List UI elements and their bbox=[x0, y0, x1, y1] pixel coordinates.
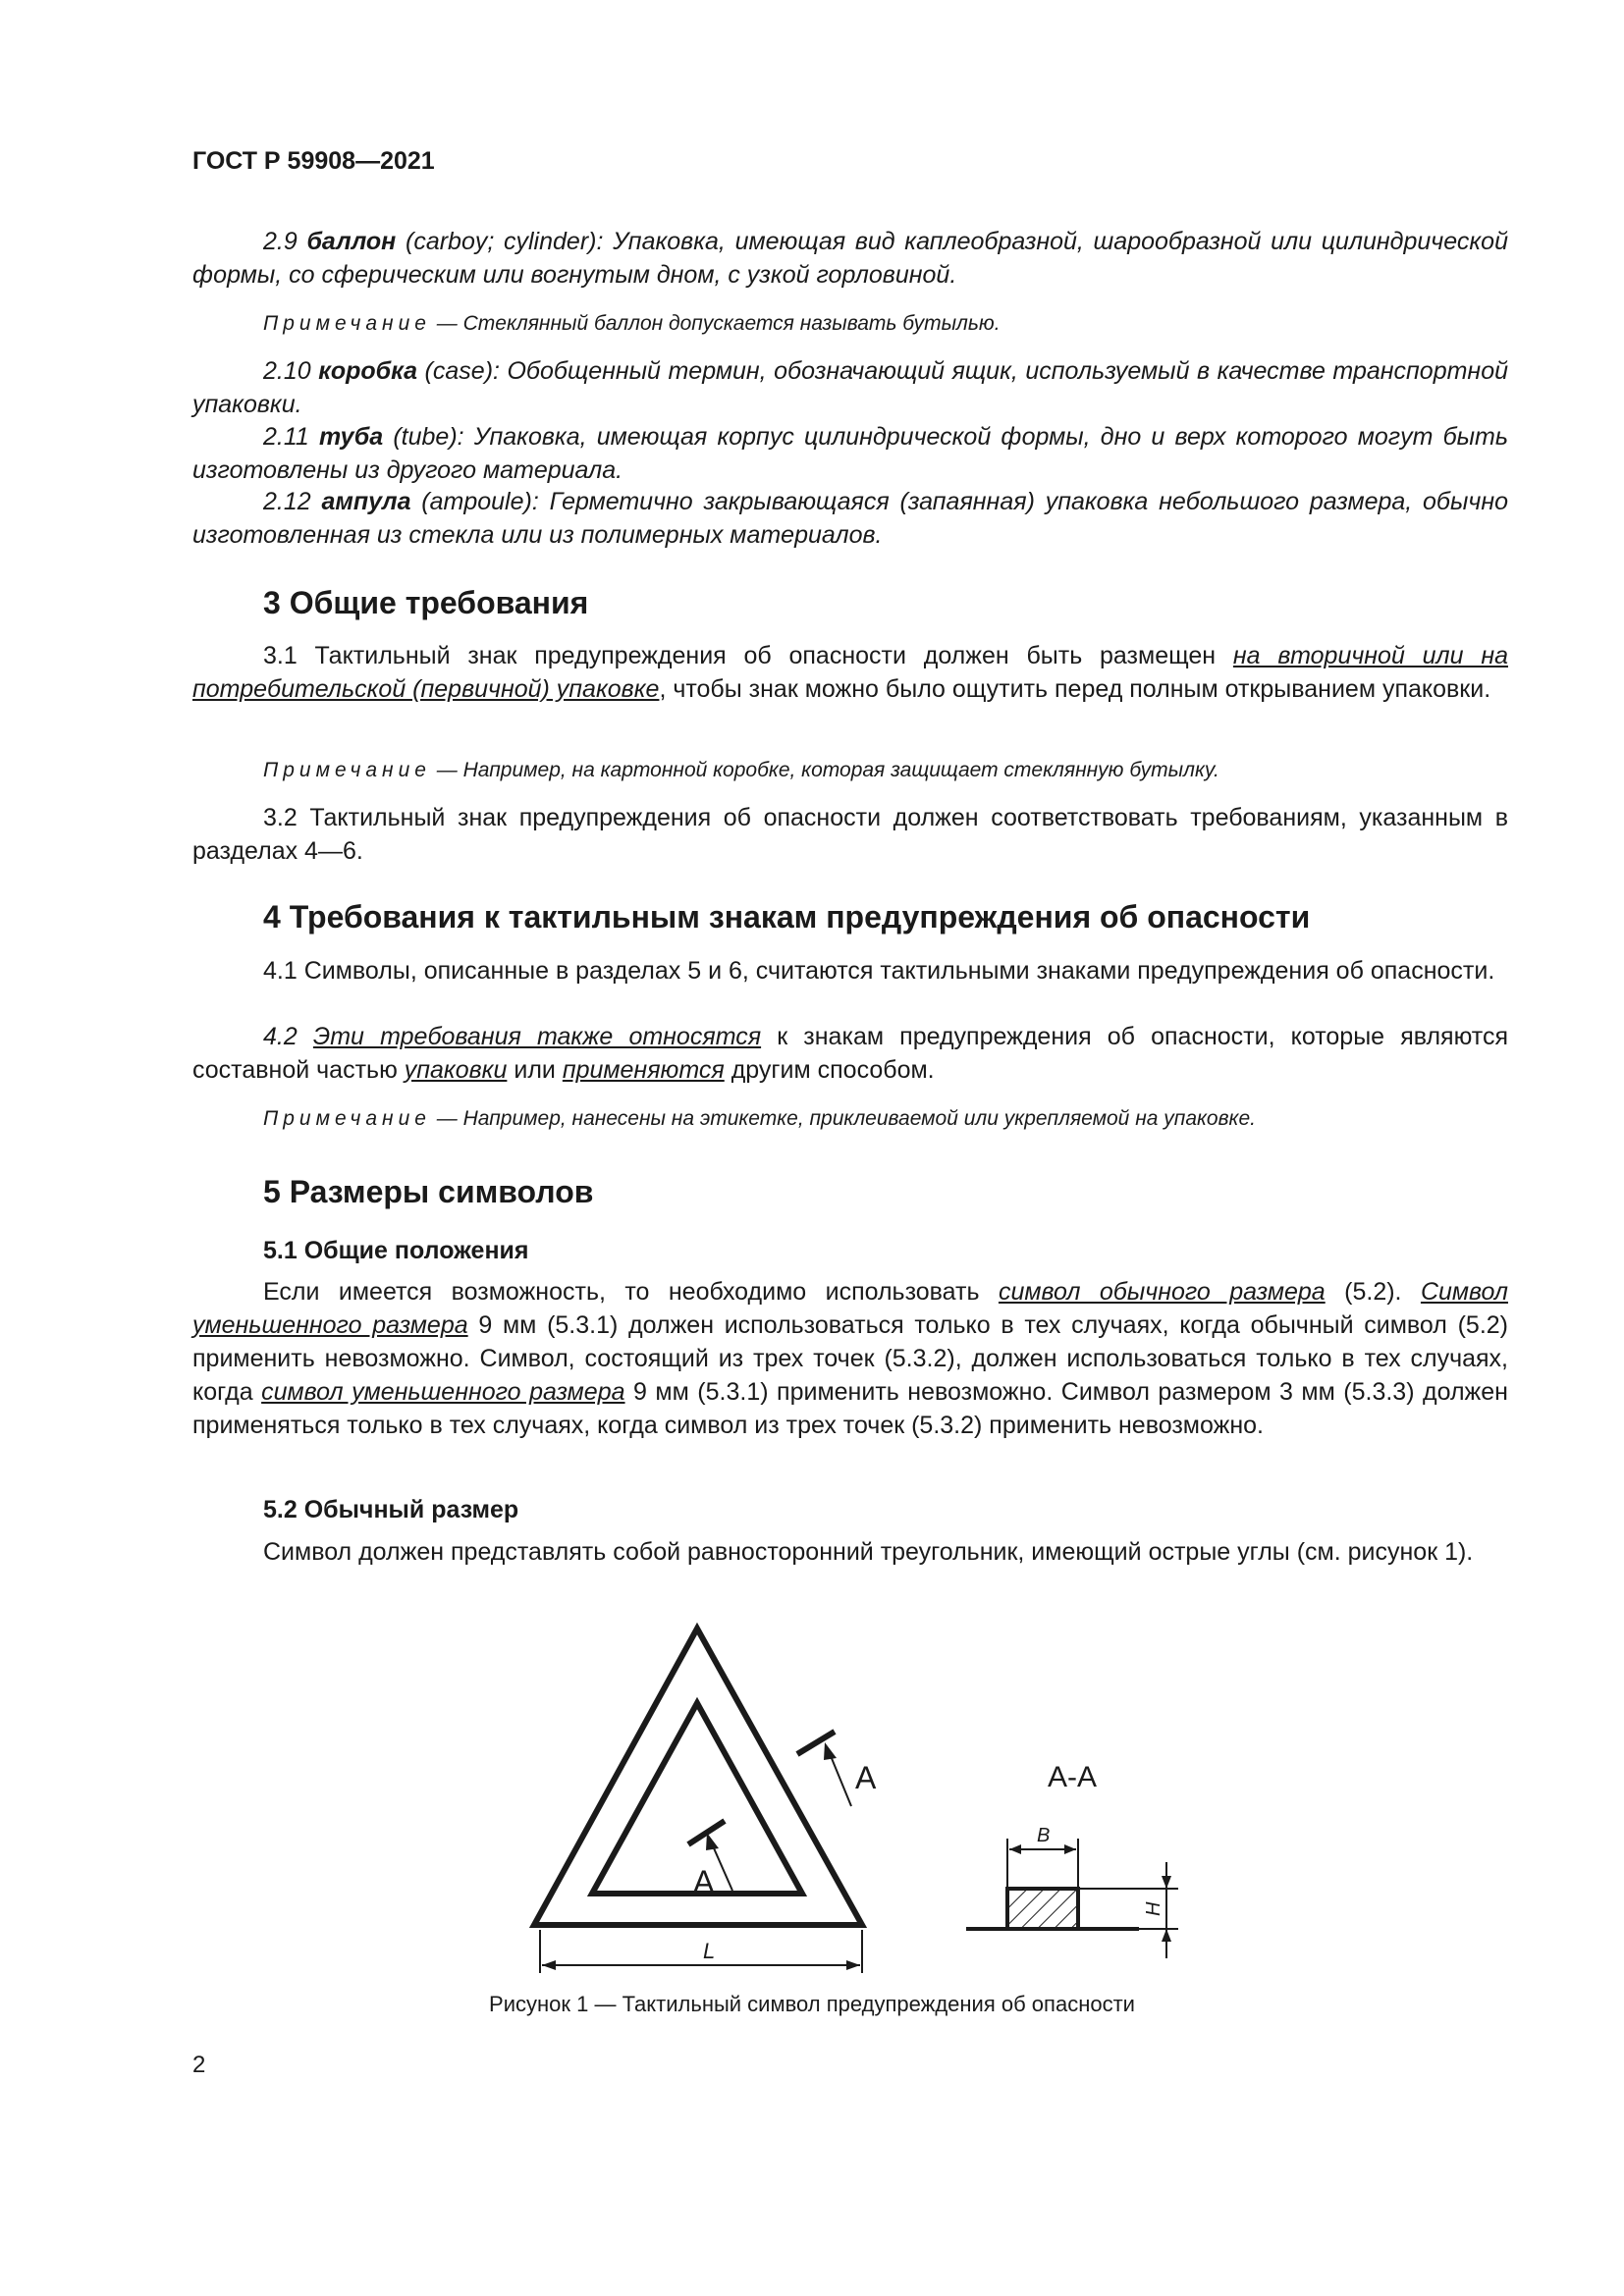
paragraph-3-2: 3.2 Тактильный знак предупреждения об опасности должен соответствовать требованиям, указанным в разделах 4—6. bbox=[192, 804, 1508, 865]
para-text: 9 мм (5.3.1) применить невозможно. Символ размером 3 мм (5.3.3) должен применяться только в тех случаях, когда символ из трех точек (5.3.2) применить невозможно. bbox=[192, 1378, 1508, 1439]
def-num: 2.11 bbox=[263, 423, 319, 451]
def-term: туба bbox=[318, 423, 384, 451]
subsection-5-1-title: 5.1 Общие положения bbox=[263, 1237, 529, 1264]
para-underlined: упаковки bbox=[404, 1056, 508, 1084]
def-num: 2.10 bbox=[263, 357, 319, 385]
note-text: — Стеклянный баллон допускается называть бутылью. bbox=[430, 312, 1001, 335]
def-text: (ampoule): Герметично закрывающаяся (запаянная) упаковка небольшого размера, обычно изготовленная из стекла или из полимерных материалов. bbox=[192, 488, 1508, 549]
arrowhead-outer bbox=[824, 1742, 837, 1760]
dimension-h-arrow-top bbox=[1162, 1876, 1171, 1889]
note-label: Примечание bbox=[263, 312, 431, 335]
para-text: к знакам предупреждения об опасности, которые являются составной частью bbox=[192, 1023, 1508, 1084]
arrowhead-inner bbox=[706, 1833, 719, 1850]
figure-label-a-outer: A bbox=[855, 1760, 877, 1795]
figure-1-caption: Рисунок 1 — Тактильный символ предупреждения об опасности bbox=[489, 1992, 1135, 2016]
para-underlined: применяются bbox=[562, 1056, 725, 1084]
page-number: 2 bbox=[192, 2052, 206, 2078]
section-arrow-outer bbox=[829, 1751, 851, 1806]
note-label: Примечание bbox=[263, 759, 431, 781]
dimension-l-arrow-left bbox=[542, 1960, 556, 1970]
dimension-b-arrow-right bbox=[1064, 1844, 1076, 1854]
def-num: 2.12 bbox=[263, 488, 322, 515]
dimension-l-label: L bbox=[703, 1939, 716, 1963]
section-hatched-profile bbox=[1007, 1889, 1078, 1929]
def-term: ампула bbox=[321, 488, 411, 515]
para-text: Если имеется возможность, то необходимо использовать bbox=[263, 1278, 999, 1306]
document-header: ГОСТ Р 59908—2021 bbox=[192, 147, 435, 175]
para-text: 9 мм (5.3.1) должен использоваться только в тех случаях, когда обычный символ (5.2) применить невозможно. Символ, состоящий из трех точек (5.3.2), должен использоваться только в тех случаях, когда bbox=[192, 1311, 1508, 1406]
para-text: , чтобы знак можно было ощутить перед полным открыванием упаковки. bbox=[659, 675, 1491, 703]
dimension-b-arrow-left bbox=[1009, 1844, 1021, 1854]
para-underlined: Эти требования также относятся bbox=[312, 1023, 762, 1050]
para-underlined: на вторичной или на потребительской (первичной) упаковке bbox=[192, 642, 1508, 703]
para-underlined: символ уменьшенного размера bbox=[261, 1378, 625, 1406]
def-num: 2.9 bbox=[263, 228, 307, 255]
def-text: (case): Обобщенный термин, обозначающий ящик, используемый в качестве транспортной упаковки. bbox=[192, 357, 1508, 418]
para-num: 4.2 bbox=[263, 1023, 313, 1050]
figure-label-a-inner: A bbox=[693, 1864, 715, 1899]
section-label-aa: A-A bbox=[1048, 1761, 1098, 1793]
def-term: баллон bbox=[306, 228, 397, 255]
note-label: Примечание bbox=[263, 1107, 431, 1130]
section-5-title: 5 Размеры символов bbox=[263, 1174, 594, 1209]
dimension-h-arrow-bottom bbox=[1162, 1929, 1171, 1942]
para-text: или bbox=[507, 1056, 563, 1084]
def-text: (tube): Упаковка, имеющая корпус цилиндрической формы, дно и верх которого могут быть изготовлены из другого материала. bbox=[192, 423, 1508, 484]
subsection-5-2-title: 5.2 Обычный размер bbox=[263, 1496, 519, 1523]
note-text: — Например, нанесены на этикетке, приклеиваемой или укрепляемой на упаковке. bbox=[430, 1107, 1256, 1130]
dimension-h-label: H bbox=[1143, 1901, 1164, 1916]
paragraph-5-2: Символ должен представлять собой равносторонний треугольник, имеющий острые углы (см. рисунок 1). bbox=[263, 1538, 1474, 1566]
section-4-title: 4 Требования к тактильным знакам предупреждения об опасности bbox=[263, 899, 1311, 934]
para-text: 3.1 Тактильный знак предупреждения об опасности должен быть размещен bbox=[263, 642, 1233, 669]
section-3-title: 3 Общие требования bbox=[263, 585, 589, 620]
paragraph-4-1: 4.1 Символы, описанные в разделах 5 и 6, считаются тактильными знаками предупреждения об опасности. bbox=[263, 957, 1495, 985]
dimension-l-arrow-right bbox=[846, 1960, 860, 1970]
para-text: другим способом. bbox=[724, 1056, 935, 1084]
para-text: (5.2). bbox=[1325, 1278, 1421, 1306]
def-text: (carboy; cylinder): Упаковка, имеющая вид каплеобразной, шарообразной или цилиндрической формы, со сферическим или вогнутым дном, с узкой горловиной. bbox=[192, 228, 1508, 289]
para-underlined: Символ уменьшенного размера bbox=[192, 1278, 1508, 1339]
para-underlined: символ обычного размера bbox=[998, 1278, 1326, 1306]
note-text: — Например, на картонной коробке, которая защищает стеклянную бутылку. bbox=[430, 759, 1219, 781]
dimension-b-label: B bbox=[1037, 1825, 1051, 1846]
section-mark-inner bbox=[688, 1821, 725, 1844]
def-term: коробка bbox=[318, 357, 418, 385]
